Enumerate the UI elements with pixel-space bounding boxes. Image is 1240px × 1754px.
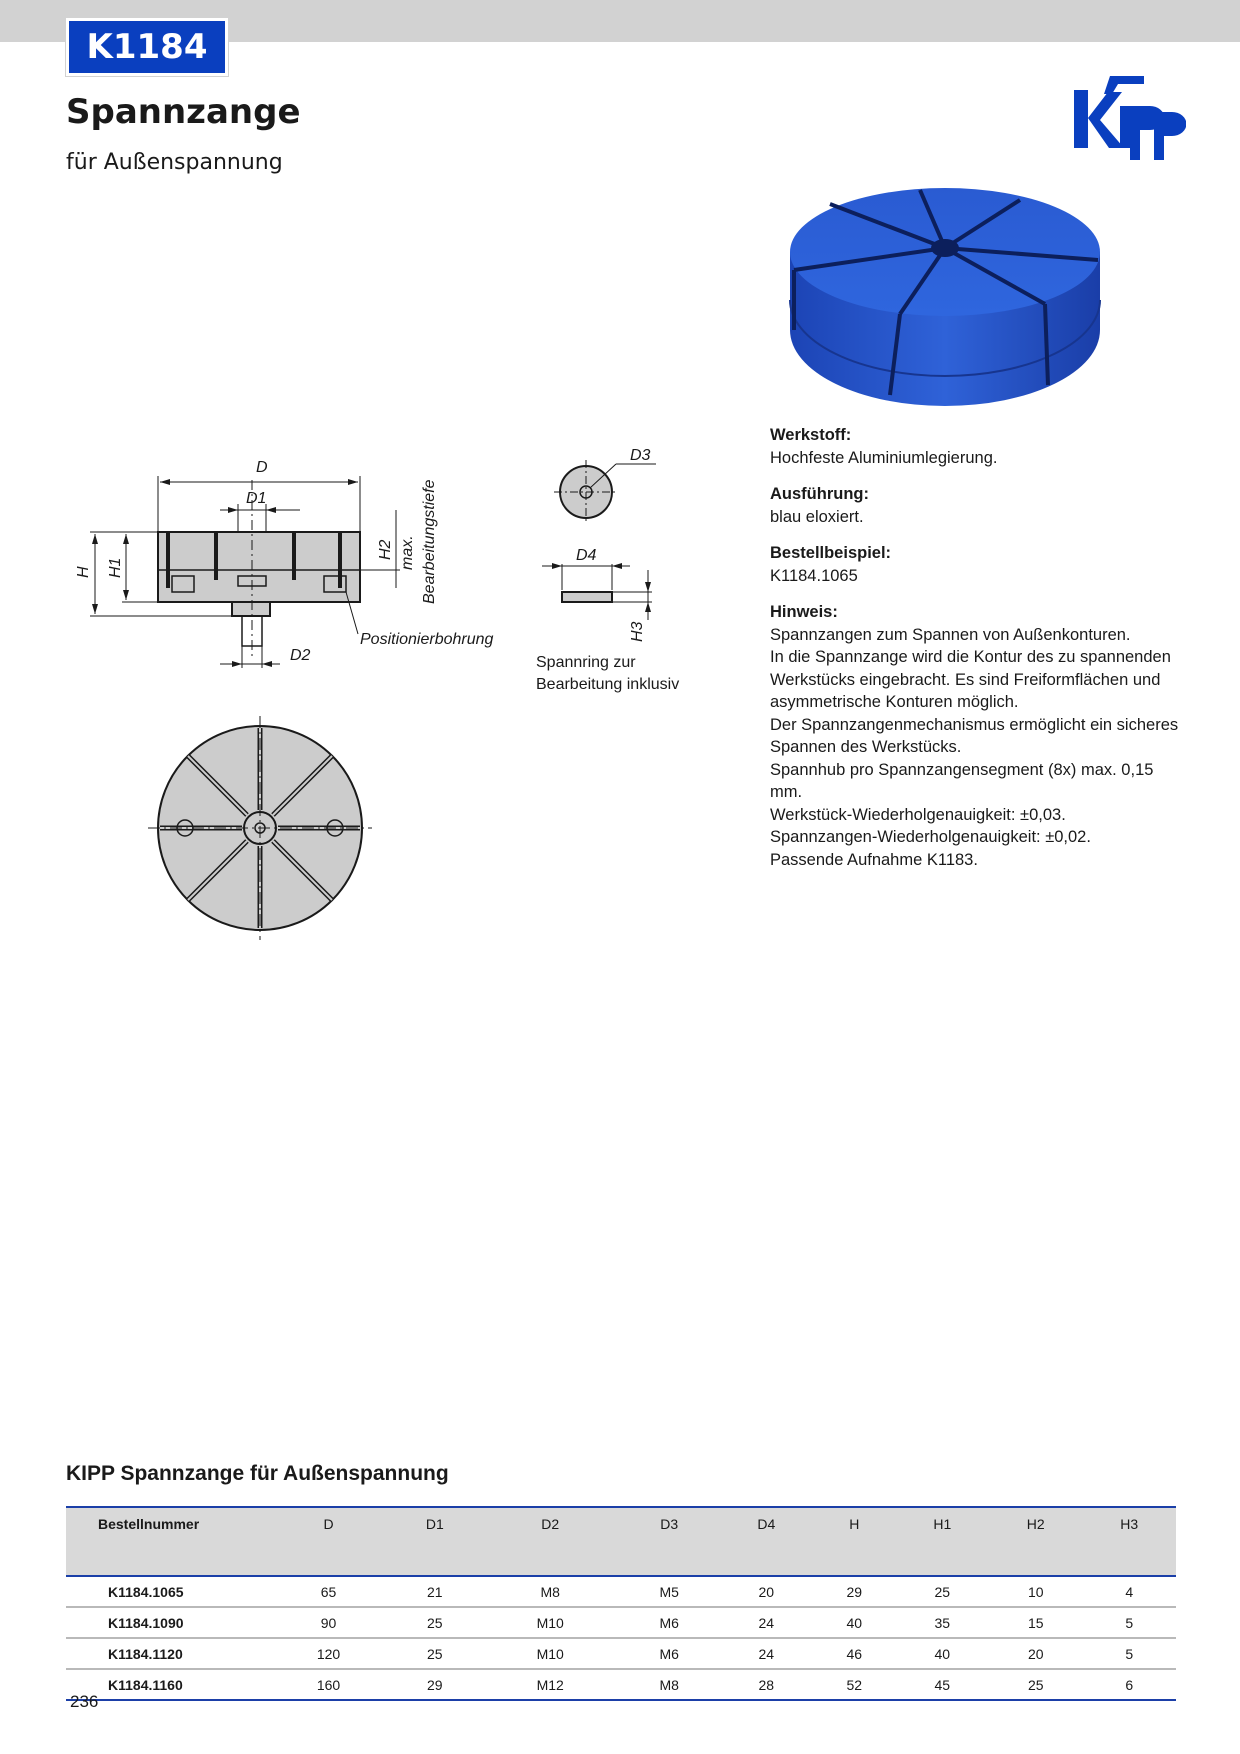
table-cell: K1184.1160: [66, 1669, 269, 1700]
table-cell: 4: [1082, 1576, 1176, 1607]
spec-label: Hinweis:: [770, 603, 838, 621]
table-cell: 5: [1082, 1607, 1176, 1638]
spec-label: Bestellbeispiel:: [770, 544, 892, 562]
table-cell: 40: [813, 1607, 896, 1638]
table-cell: M6: [619, 1638, 720, 1669]
table-cell: 24: [720, 1638, 813, 1669]
dim-label-d3: D3: [630, 447, 651, 464]
table-row: [66, 1638, 1176, 1669]
dim-label-d2: D2: [290, 647, 311, 664]
spec-text: Spannzangen zum Spannen von Außenkonturen. In die Spannzange wird die Kontur des zu spannenden Werkstücks eingebracht. Es sind Freiformflächen und asymmetrische Konturen möglich. Der Spannzangenmechanismus ermöglicht ein sicheres Spannen des Werkstücks. Spannhub pro Spannzangensegment (8x) max. 0,15 mm. Werkstück-Wiederholgenauigkeit: ±0,03. Spannzangen-Wiederholgenauigkeit: ±0,02. Passende Aufnahme K1183.: [770, 625, 1179, 869]
table-cell: 6: [1082, 1669, 1176, 1700]
spec-bestellbeispiel: [770, 542, 1190, 587]
column-header: H2: [989, 1507, 1082, 1576]
table-cell: 10: [989, 1576, 1082, 1607]
dimensions-table-wrap: [66, 1506, 1176, 1701]
spannring-side-view: [542, 564, 652, 620]
table-cell: 25: [989, 1669, 1082, 1700]
spec-text: Hochfeste Aluminiumlegierung.: [770, 448, 998, 467]
table-row: [66, 1576, 1176, 1607]
column-header: D1: [388, 1507, 481, 1576]
table-cell: 24: [720, 1607, 813, 1638]
table-row: [66, 1607, 1176, 1638]
specs-panel: [770, 424, 1190, 885]
spec-text: K1184.1065: [770, 566, 858, 585]
spannring-top-view: [554, 460, 656, 524]
spec-label: Ausführung:: [770, 485, 869, 503]
table-cell: 25: [388, 1607, 481, 1638]
dim-label-h2: H2: [377, 539, 394, 560]
table-cell: M5: [619, 1576, 720, 1607]
dim-label-d: D: [256, 459, 268, 476]
table-cell: 20: [720, 1576, 813, 1607]
table-cell: K1184.1065: [66, 1576, 269, 1607]
table-header-row: [66, 1507, 1176, 1576]
table-cell: 46: [813, 1638, 896, 1669]
dim-label-bearbeitungstiefe: Bearbeitungstiefe: [421, 479, 438, 604]
table-cell: 29: [813, 1576, 896, 1607]
table-cell: 5: [1082, 1638, 1176, 1669]
table-cell: 25: [896, 1576, 989, 1607]
dimensions-table: [66, 1506, 1176, 1701]
column-header: D: [269, 1507, 388, 1576]
dim-label-h1: H1: [107, 557, 124, 578]
table-cell: 29: [388, 1669, 481, 1700]
spec-text: blau eloxiert.: [770, 507, 864, 526]
column-header: D2: [482, 1507, 619, 1576]
table-cell: 52: [813, 1669, 896, 1700]
table-cell: 120: [269, 1638, 388, 1669]
dim-label-positionierbohrung: Positionierbohrung: [360, 631, 494, 648]
page-subtitle: für Außenspannung: [66, 150, 283, 175]
spec-hinweis: [770, 601, 1190, 871]
dim-label-d4: D4: [576, 547, 597, 564]
table-row: [66, 1669, 1176, 1700]
front-view: [148, 716, 372, 940]
table-cell: M8: [482, 1576, 619, 1607]
column-header: Bestellnummer: [66, 1507, 269, 1576]
column-header: H1: [896, 1507, 989, 1576]
table-cell: M6: [619, 1607, 720, 1638]
table-cell: 25: [388, 1638, 481, 1669]
table-cell: 40: [896, 1638, 989, 1669]
table-cell: M12: [482, 1669, 619, 1700]
spannring-caption: Spannring zur Bearbeitung inklusiv: [536, 654, 680, 693]
spec-werkstoff: [770, 424, 1190, 469]
product-code-badge: K1184: [66, 18, 228, 76]
table-cell: 160: [269, 1669, 388, 1700]
column-header: D3: [619, 1507, 720, 1576]
column-header: H3: [1082, 1507, 1176, 1576]
table-cell: 20: [989, 1638, 1082, 1669]
dim-label-max: max.: [399, 535, 416, 570]
table-cell: 45: [896, 1669, 989, 1700]
page-title: Spannzange: [66, 92, 301, 132]
kipp-logo: [1070, 72, 1186, 162]
table-cell: 65: [269, 1576, 388, 1607]
page-number: 236: [70, 1692, 99, 1711]
table-cell: K1184.1120: [66, 1638, 269, 1669]
spec-ausfuehrung: [770, 483, 1190, 528]
table-cell: M8: [619, 1669, 720, 1700]
spec-label: Werkstoff:: [770, 426, 852, 444]
column-header: H: [813, 1507, 896, 1576]
table-cell: M10: [482, 1607, 619, 1638]
table-cell: K1184.1090: [66, 1607, 269, 1638]
table-cell: 35: [896, 1607, 989, 1638]
column-header: D4: [720, 1507, 813, 1576]
dim-label-h: H: [75, 566, 92, 578]
table-cell: 90: [269, 1607, 388, 1638]
table-cell: 28: [720, 1669, 813, 1700]
table-title: KIPP Spannzange für Außenspannung: [66, 1462, 449, 1485]
table-cell: 15: [989, 1607, 1082, 1638]
dim-label-d1: D1: [246, 490, 267, 507]
table-cell: 21: [388, 1576, 481, 1607]
side-view: [158, 532, 360, 616]
spannzange-photo: [780, 180, 1110, 410]
table-cell: M10: [482, 1638, 619, 1669]
dim-label-h3: H3: [629, 621, 646, 642]
